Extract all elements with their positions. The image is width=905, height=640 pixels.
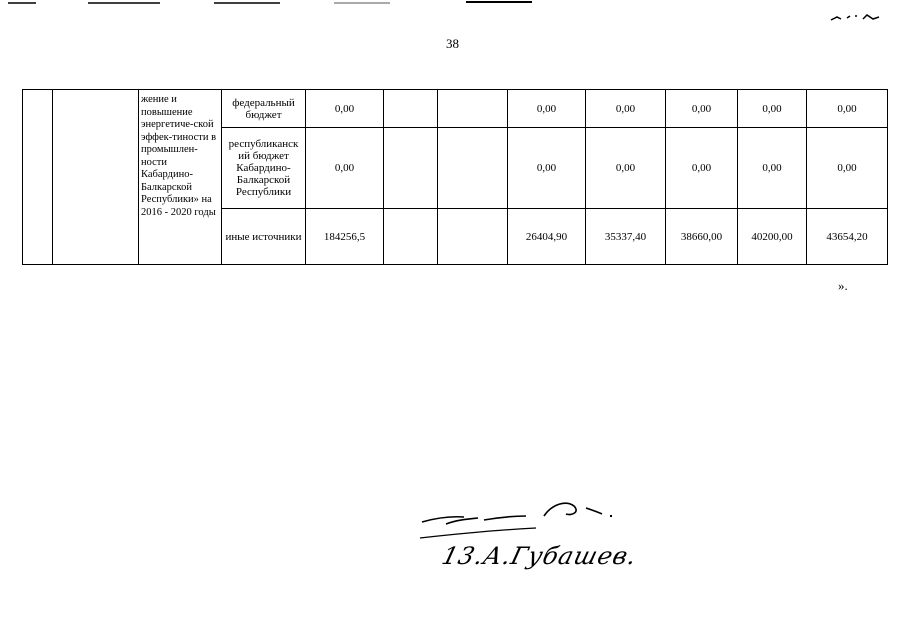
year-value-cell: 0,00 <box>738 90 807 128</box>
funding-source-cell: иные источники <box>222 209 306 265</box>
year-value-cell: 0,00 <box>586 90 666 128</box>
financing-table <box>22 89 888 265</box>
scan-edge-marks <box>0 0 905 10</box>
empty-cell <box>438 209 508 265</box>
funding-source-cell: федеральный бюджет <box>222 90 306 128</box>
empty-cell <box>384 209 438 265</box>
total-cell: 0,00 <box>306 90 384 128</box>
total-cell: 0,00 <box>306 128 384 209</box>
year-value-cell: 0,00 <box>586 128 666 209</box>
empty-cell <box>438 90 508 128</box>
table-row <box>23 90 888 128</box>
year-value-cell: 0,00 <box>508 128 586 209</box>
empty-cell <box>384 128 438 209</box>
year-value-cell: 38660,00 <box>666 209 738 265</box>
year-value-cell: 26404,90 <box>508 209 586 265</box>
program-name-cell: жение и повышение энергетиче-ской эффек-тиности в промышлен-ности Кабардино-Балкарской Республики» на 2016 - 2020 годы <box>139 90 222 265</box>
year-value-cell: 0,00 <box>666 128 738 209</box>
corner-scribble-mark <box>827 10 887 24</box>
year-value-cell: 0,00 <box>508 90 586 128</box>
year-value-cell: 0,00 <box>807 128 888 209</box>
year-value-cell: 43654,20 <box>807 209 888 265</box>
year-value-cell: 40200,00 <box>738 209 807 265</box>
empty-cell <box>384 90 438 128</box>
total-cell: 184256,5 <box>306 209 384 265</box>
closing-quote: ». <box>838 278 848 293</box>
empty-cell <box>23 90 53 265</box>
year-value-cell: 35337,40 <box>586 209 666 265</box>
year-value-cell: 0,00 <box>666 90 738 128</box>
page-number: 38 <box>446 36 459 51</box>
empty-cell <box>53 90 139 265</box>
year-value-cell: 0,00 <box>807 90 888 128</box>
funding-source-cell: республиканск ий бюджет Кабардино-Балкарской Республики <box>222 128 306 209</box>
year-value-cell: 0,00 <box>738 128 807 209</box>
handwritten-signature <box>416 494 656 574</box>
svg-text:13.А.Губашев.: 13.А.Губашев. <box>439 541 641 570</box>
empty-cell <box>438 128 508 209</box>
